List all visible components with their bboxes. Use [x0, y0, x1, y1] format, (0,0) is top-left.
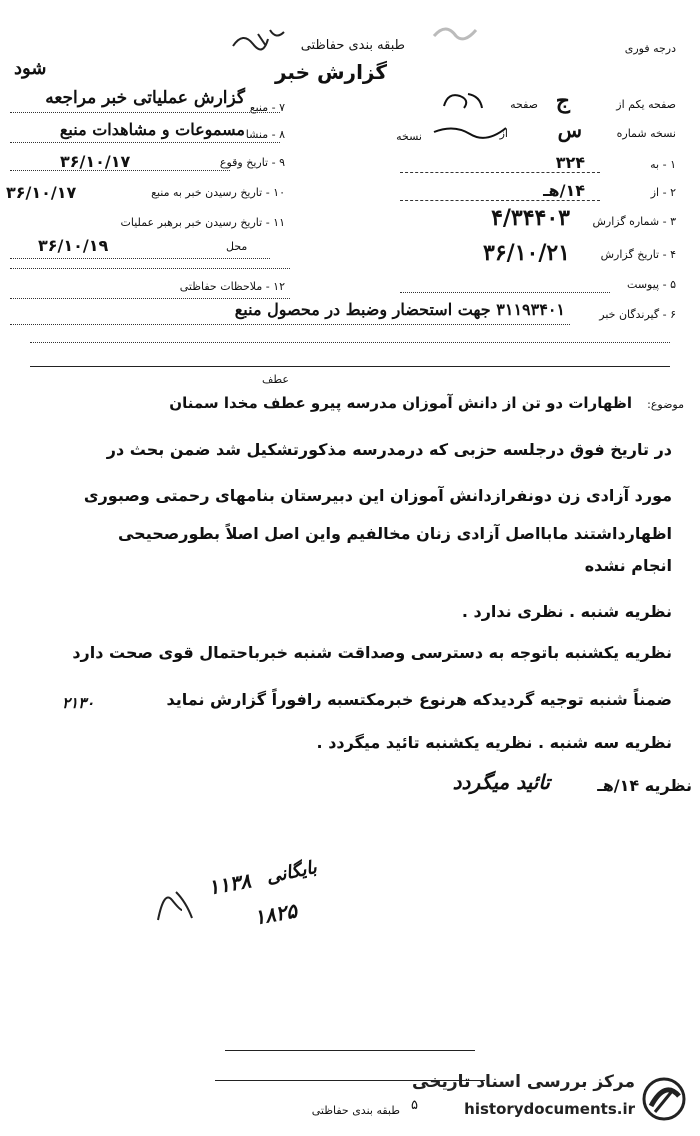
form-title: گزارش خبر: [274, 60, 387, 84]
item8-value: مسموعات و مشاهدات منبع: [59, 120, 245, 139]
item2-rule: [400, 200, 600, 201]
paragraph-line-4: انجام نشده: [584, 556, 672, 575]
paragraph-line-3: اظهارداشتند مابااصل آزادی زنان مخالفیم واین اصل اصلاً بطورصحیحی: [117, 524, 672, 543]
watermark-url: historydocuments.ir: [464, 1100, 635, 1118]
paragraph-line-2: مورد آزادی زن دونفرازدانش آموزان این دبیرستان بنامهای رحمتی وصبوری: [83, 486, 672, 505]
item10-label: ۱۰ - تاریخ رسیدن خبر به منبع: [151, 186, 285, 199]
copy-line-scribble: [430, 118, 510, 140]
insert-above-mark: عطف: [262, 373, 289, 386]
mahal-label: محل: [226, 240, 248, 253]
footer-page-number: ۵: [411, 1098, 418, 1113]
signature-scribble-top-2: [430, 20, 480, 44]
subject-text: اظهارات دو تن از دانش آموزان مدرسه پیرو عطف مخدا سمنان: [169, 394, 632, 412]
opinion-saturday: نظریه شنبه . نظری ندارد .: [461, 602, 672, 621]
item1-value: ۳۲۴: [555, 153, 585, 172]
subject-label: موضوع:: [647, 398, 684, 411]
item9-label: ۹ - تاریخ وقوع: [219, 156, 285, 169]
signature-scribble-top: [228, 26, 288, 56]
item6-value: ۳۱۱۹۳۴۰۱ جهت استحضار وضبط در محصول منبع: [234, 300, 565, 319]
item4-value: ۳۶/۱۰/۲۱: [483, 240, 570, 266]
item11-rule: [10, 258, 270, 259]
hand-note-number-2: ۱۸۲۵: [252, 898, 299, 930]
item7-label: ۷ - منبع: [249, 101, 285, 114]
copy-line-value: س: [557, 118, 582, 142]
paragraph-line-1: در تاریخ فوق درجلسه حزبی که درمدرسه مذکورتشکیل شد ضمن بحث در: [106, 440, 672, 459]
opinion-14-label: نظریه ۱۴/هـ: [597, 776, 692, 795]
opinion-tuesday: نظریه سه شنبه . نظریه یکشنبه تائید میگردد .: [316, 733, 672, 752]
hand-note-word: بایگانی: [264, 856, 319, 889]
item3-label: ۳ - شماره گزارش: [592, 215, 676, 228]
item12-rule: [10, 268, 290, 269]
copy-line-word: نسخه: [396, 130, 422, 143]
classification-label-top: طبقه بندی حفاظتی: [300, 38, 405, 53]
hand-note-number-1: ۱۱۳۸: [206, 868, 253, 900]
item6-rule: [10, 324, 570, 325]
copy-line-label: نسخه شماره: [616, 127, 676, 140]
item12-label: ۱۲ - ملاحظات حفاظتی: [179, 280, 285, 293]
item5-label: ۵ - پیوست: [627, 278, 676, 291]
item2-value: ۱۴/هـ: [543, 181, 585, 200]
footer-classification: طبقه بندی حفاظتی: [311, 1104, 400, 1117]
hand-note-scribble: [150, 880, 200, 930]
page-line-label: صفحه یکم از: [616, 98, 676, 111]
watermark: [411, 1068, 695, 1132]
page-line-scribble: [438, 88, 488, 114]
item10-value: ۳۶/۱۰/۱۷: [6, 183, 77, 202]
footer-rule-top: [225, 1050, 475, 1051]
item6-rule-2: [30, 342, 670, 343]
watermark-logo-icon: [641, 1076, 687, 1122]
copy-line-az: از: [499, 127, 508, 140]
item1-label: ۱ - به: [650, 158, 676, 171]
opinion-sunday-1: نظریه یکشنبه باتوجه به دسترسی وصداقت شنبه خبرباحتمال قوی صحت دارد: [72, 643, 672, 662]
item8-label: ۸ - منشا: [245, 128, 285, 141]
page-line-word: صفحه: [510, 98, 538, 111]
item11-value: ۳۶/۱۰/۱۹: [38, 236, 109, 255]
shavad-text: شود: [14, 58, 47, 79]
item8-rule: [10, 142, 280, 143]
item6-label: ۶ - گیرندگان خبر: [599, 308, 676, 321]
opinion-sunday-2: ضمناً شنبه توجیه گردیدکه هرنوع خبرمکتسبه رافوراً گزارش نماید: [166, 690, 672, 709]
item5-rule: [400, 292, 610, 293]
watermark-org: مرکز بررسی اسناد تاریخی: [412, 1072, 635, 1092]
item7-rule: [10, 112, 280, 113]
item1-rule: [400, 172, 600, 173]
item7-value: گزارش عملیاتی خبر مراجعه: [45, 88, 245, 108]
item12-rule-2: [10, 298, 290, 299]
priority-label: درجه فوری: [624, 42, 676, 55]
page-line-value: ج: [555, 88, 570, 114]
item11-label: ۱۱ - تاریخ رسیدن خبر برهبر عملیات: [120, 216, 285, 229]
opinion-sunday-2-handwritten: ۲۱۳۰: [62, 694, 95, 712]
opinion-14-handwritten: تائید میگردد: [452, 770, 550, 794]
item3-value: ۴/۳۴۴۰۳: [491, 205, 570, 231]
section-separator: [30, 366, 670, 367]
item9-value: ۳۶/۱۰/۱۷: [60, 152, 131, 171]
item4-label: ۴ - تاریخ گزارش: [600, 248, 676, 261]
item9-rule: [10, 170, 230, 171]
item2-label: ۲ - از: [650, 186, 676, 199]
